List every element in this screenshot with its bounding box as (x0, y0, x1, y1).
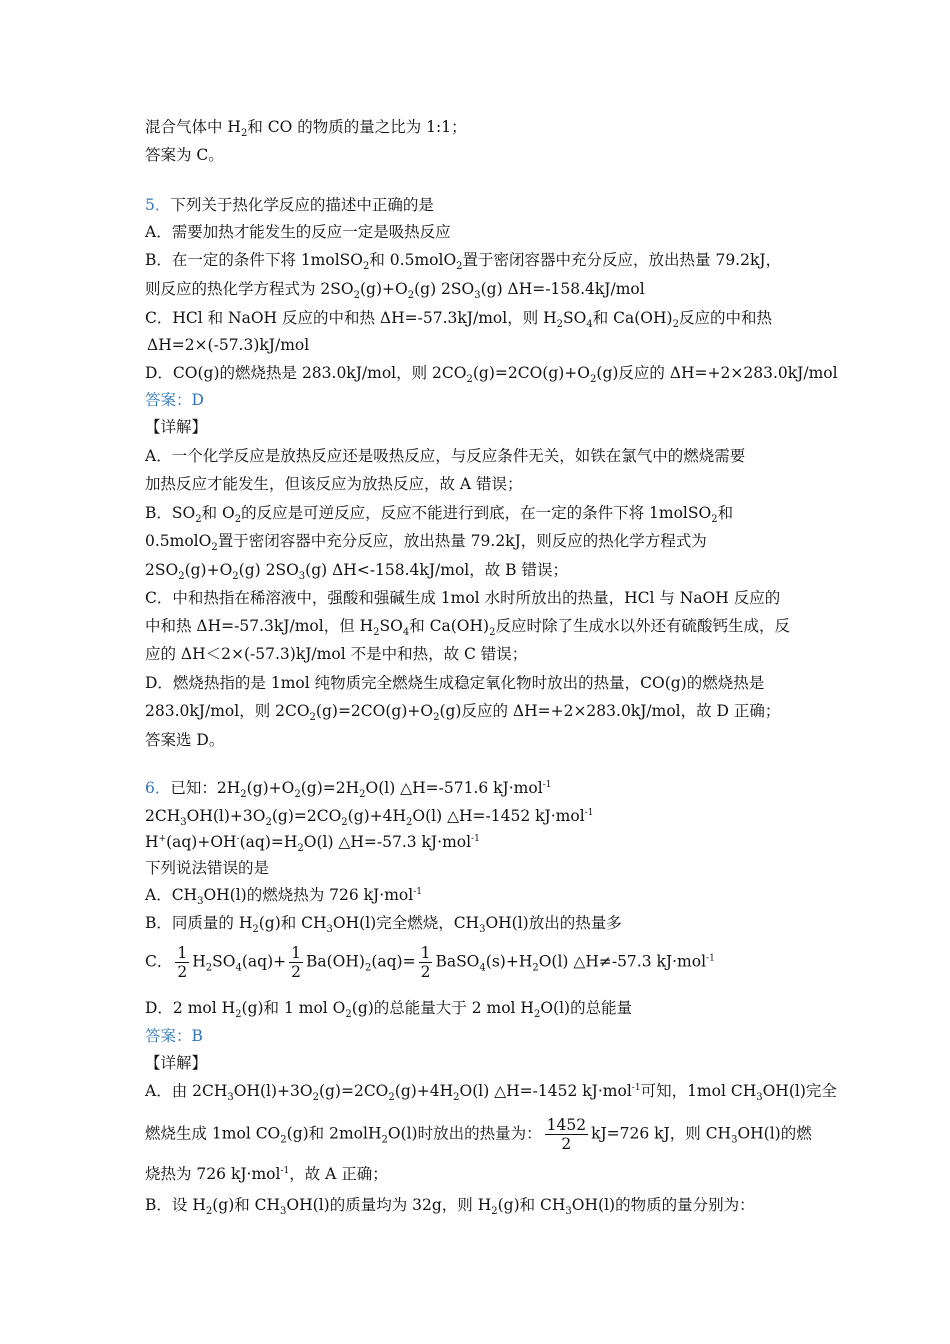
text: (g)=2H (300, 779, 360, 797)
subscript: 2 (234, 514, 242, 525)
text: 0.5molO (145, 532, 212, 550)
text: O(l) △H=-57.3 kJ·mol (303, 833, 472, 851)
text: (aq)+OH (166, 833, 237, 851)
text: SO (563, 309, 587, 327)
option-b (145, 249, 781, 271)
subscript: 3 (227, 1092, 234, 1103)
subscript: 3 (197, 896, 204, 907)
subscript: 2 (491, 1206, 498, 1217)
subscript: 2 (466, 374, 473, 385)
text: (g) ΔH<-158.4kJ/mol，故 B 错误； (305, 561, 568, 579)
subscript: 2 (532, 962, 539, 974)
text: 反应时除了生成水以外还有硫酸钙生成，反 (495, 617, 790, 635)
question-5-title (145, 194, 434, 216)
subscript: 2 (711, 514, 718, 525)
text: O(l) △H=-571.6 kJ·mol (365, 779, 543, 797)
text: A．一个化学反应是放热反应还是吸热反应，与反应条件无关，如铁在氯气中的燃烧需要 (145, 447, 746, 465)
text: A．需要加热才能发生的反应一定是吸热反应 (145, 223, 451, 241)
subscript: 2 (533, 1009, 541, 1020)
subscript: 2 (205, 1206, 213, 1217)
subscript: 2 (312, 1092, 319, 1103)
text: 答案选 D。 (145, 731, 225, 749)
subscript: 2 (489, 627, 496, 638)
text: B．同质量的 H (145, 914, 253, 932)
q6-option-b (145, 912, 622, 934)
subscript: 2 (433, 712, 440, 723)
denominator: 2 (420, 963, 431, 981)
subscript: 3 (298, 571, 306, 582)
subscript: 3 (731, 1134, 738, 1146)
text: 烧热为 726 kJ·mol (145, 1165, 281, 1183)
text: A．由 2CH (145, 1082, 228, 1100)
q6-explain-a (145, 1080, 837, 1102)
text: (g) ΔH=-158.4kJ/mol (480, 280, 645, 298)
question-6-line-1 (145, 777, 551, 799)
subscript: 2 (297, 843, 304, 854)
text: H (192, 952, 206, 971)
explain-c-cont (145, 615, 790, 637)
text: 反应的中和热 (678, 309, 772, 327)
text: B．设 H (145, 1196, 206, 1214)
text: 应的 ΔH＜2×(-57.3)kJ/mol 不是中和热，故 C 错误； (145, 645, 528, 663)
text: (g)+4H (347, 807, 407, 825)
text: (g)+O (360, 280, 408, 298)
fraction (175, 944, 189, 981)
text: OH(l)完全 (762, 1082, 837, 1100)
subscript: 3 (756, 1092, 763, 1103)
text: (g)和 CH (212, 1196, 281, 1214)
text: D．CO(g)的燃烧热是 283.0kJ/mol，则 2CO (145, 364, 467, 382)
text-line (145, 116, 467, 138)
text: C．中和热指在稀溶液中，强酸和强碱生成 1mol 水时所放出的热量，HCl 与 NaOH 反应的 (145, 589, 781, 607)
subscript: 2 (240, 128, 248, 139)
text: ，故 A 正确； (289, 1165, 388, 1183)
explain-c (145, 587, 780, 609)
text: (g)的总能量大于 2 mol H (351, 999, 534, 1017)
subscript: 3 (474, 290, 481, 301)
text: 和 CO 的物质的量之比为 1:1； (247, 118, 467, 136)
text: D．2 mol H (145, 999, 236, 1017)
text: C．HCl 和 NaOH 反应的中和热 ΔH=-57.3kJ/mol，则 H (145, 309, 557, 327)
text: D．燃烧热指的是 1mol 纯物质完全燃烧生成稳定氧化物时放出的热量，CO(g)的燃烧热是 (145, 674, 765, 692)
text: (g)反应的 ΔH=+2×283.0kJ/mol，故 D 正确； (439, 702, 781, 720)
denominator: 2 (291, 963, 301, 981)
text: OH(l)放出的热量多 (485, 914, 622, 932)
numerator: 1 (291, 944, 301, 962)
question-number: 5． (145, 196, 171, 214)
superscript: -1 (280, 1166, 290, 1176)
subscript: 2 (590, 374, 597, 385)
text: 和 0.5molO (369, 251, 457, 269)
subscript: 2 (556, 319, 564, 330)
text: OH(l)的燃 (737, 1124, 812, 1143)
text: (g)+O (246, 779, 295, 797)
subscript: 4 (402, 627, 410, 638)
superscript: -1 (631, 1083, 641, 1093)
text: 燃烧生成 1mol CO (145, 1124, 281, 1143)
text: 和 (717, 504, 734, 522)
explain-b-cont (145, 530, 707, 552)
subscript: 2 (364, 962, 372, 974)
text: 混合气体中 H (145, 118, 241, 136)
text: B．在一定的条件下将 1molSO (145, 251, 363, 269)
subscript: 2 (341, 817, 348, 828)
text: O(l) △H≠-57.3 kJ·mol (538, 952, 707, 971)
text: (g)反应的 ΔH=+2×283.0kJ/mol (596, 364, 838, 382)
q6-explain-a-end (145, 1163, 388, 1185)
text: 置于密闭容器中充分反应，放出热量 79.2kJ， (462, 251, 782, 269)
fraction (545, 1116, 588, 1153)
superscript: -1 (584, 808, 594, 818)
text: (g)+4H (394, 1082, 454, 1100)
explain-d (145, 672, 764, 694)
text: H (145, 833, 159, 851)
fraction (289, 944, 303, 981)
subscript: 2 (456, 261, 463, 272)
text: (g)=2CO(g)+O (472, 364, 591, 382)
subscript: 3 (565, 1206, 572, 1217)
answer: 答案：D (145, 391, 204, 409)
superscript: -1 (413, 887, 422, 897)
subscript: 2 (388, 1092, 395, 1103)
text: 和 O (201, 504, 235, 522)
text: 和 Ca(OH) (592, 309, 673, 327)
detail-heading (145, 1052, 207, 1074)
text: 【详解】 (145, 418, 208, 436)
text: SO (212, 952, 236, 971)
text: 可知，1mol CH (640, 1082, 757, 1100)
subscript: 2 (363, 261, 370, 272)
subscript: 4 (235, 962, 242, 974)
subscript: 2 (280, 1134, 287, 1146)
superscript: -1 (471, 834, 480, 844)
subscript: 2 (381, 1134, 388, 1146)
text: 【详解】 (145, 1054, 208, 1072)
text: kJ=726 kJ，则 CH (591, 1124, 732, 1143)
text: 2CH (145, 807, 181, 825)
text-line (145, 144, 224, 166)
text: 283.0kJ/mol，则 2CO (145, 702, 310, 720)
q6-explain-a-cont (145, 1116, 812, 1153)
conclusion (145, 729, 224, 751)
option-a (145, 221, 451, 243)
subscript: 2 (359, 789, 366, 800)
explain-a-cont (145, 473, 523, 495)
superscript: - (236, 834, 240, 844)
text: (g) 2SO (414, 280, 475, 298)
text: (g)=2CO (318, 1082, 389, 1100)
subscript: 3 (326, 924, 333, 935)
subscript: 2 (240, 789, 247, 800)
text: B．SO (145, 504, 196, 522)
q6-option-d (145, 997, 632, 1019)
explain-c-end (145, 643, 527, 665)
text: (g)=2CO (271, 807, 342, 825)
text: OH(l)+3O (186, 807, 266, 825)
subscript: 2 (195, 514, 202, 525)
text: (s)+H (485, 952, 533, 971)
subscript: 2 (353, 290, 360, 301)
text: BaSO (435, 952, 480, 971)
subscript: 2 (178, 571, 185, 582)
text: (aq)= (371, 952, 416, 971)
text: (g)和 CH (497, 1196, 566, 1214)
text: OH(l)的质量均为 32g，则 H (286, 1196, 492, 1214)
text: Ba(OH) (305, 952, 365, 971)
q6-option-a (145, 884, 422, 906)
text: 已知：2H (170, 779, 241, 797)
text: O(l) △H=-1452 kJ·mol (412, 807, 585, 825)
text: O(l)的总能量 (540, 999, 633, 1017)
answer: 答案：B (145, 1027, 203, 1045)
answer-line (145, 1025, 203, 1047)
subscript: 4 (586, 319, 593, 330)
subscript: 3 (280, 1206, 287, 1217)
text: OH(l)的燃烧热为 726 kJ·mol (203, 886, 414, 904)
superscript: + (158, 834, 167, 844)
text: 置于密闭容器中充分反应，放出热量 79.2kJ，则反应的热化学方程式为 (217, 532, 707, 550)
text: 的反应是可逆反应，反应不能进行到底，在一定的条件下将 1molSO (241, 504, 712, 522)
text: 和 Ca(OH) (409, 617, 490, 635)
numerator: 1452 (546, 1116, 587, 1134)
subscript: 2 (345, 1009, 352, 1020)
text: C． (145, 952, 173, 971)
subscript: 2 (205, 962, 213, 974)
text: (g) 2SO (238, 561, 299, 579)
text: (g)=2CO(g)+O (315, 702, 434, 720)
subscript: 2 (265, 817, 272, 828)
question-6-line-2 (145, 805, 593, 827)
subscript: 2 (235, 1009, 242, 1020)
question-6-line-3 (145, 831, 480, 853)
subscript: 2 (407, 290, 415, 301)
denominator: 2 (545, 1134, 588, 1153)
text: 加热反应才能发生，但该反应为放热反应，故 A 错误； (145, 475, 523, 493)
text: OH(l)完全燃烧，CH (332, 914, 480, 932)
superscript: -1 (706, 953, 715, 964)
option-c (145, 307, 772, 329)
explain-d-cont (145, 700, 780, 722)
explain-b (145, 502, 733, 524)
subscript: 2 (232, 571, 239, 582)
subscript: 2 (672, 319, 679, 330)
option-c-cont (147, 334, 309, 356)
option-b-equation (145, 278, 645, 300)
text: 答案为 C。 (145, 146, 224, 164)
question-text: 下列关于热化学反应的描述中正确的是 (170, 196, 434, 214)
subscript: 2 (294, 789, 301, 800)
text: (aq)+ (241, 952, 287, 971)
fraction (419, 944, 433, 981)
option-d (145, 362, 838, 384)
question-number: 6． (145, 779, 171, 797)
subscript: 2 (211, 542, 218, 553)
subscript: 2 (453, 1092, 460, 1103)
detail-heading (145, 416, 207, 438)
subscript: 4 (479, 962, 486, 974)
text: 中和热 ΔH=-57.3kJ/mol，但 H (145, 617, 374, 635)
explain-b-equation (145, 559, 568, 581)
text: 下列说法错误的是 (145, 859, 270, 877)
explain-a (145, 445, 745, 467)
text: (g)和 2molH (286, 1124, 382, 1143)
subscript: 3 (180, 817, 187, 828)
text: 则反应的热化学方程式为 2SO (145, 280, 354, 298)
subscript: 2 (309, 712, 316, 723)
denominator: 2 (177, 963, 188, 981)
answer-line (145, 389, 204, 411)
text: SO (379, 617, 403, 635)
text: OH(l)的物质的量分别为： (571, 1196, 755, 1214)
text: O(l) △H=-1452 kJ·mol (459, 1082, 632, 1100)
text: OH(l)+3O (233, 1082, 313, 1100)
text: O(l)时放出的热量为： (387, 1124, 542, 1143)
q6-explain-b (145, 1194, 755, 1216)
numerator: 1 (420, 944, 431, 962)
q6-option-c (145, 944, 715, 981)
question-6-prompt (145, 857, 269, 879)
text: ΔH=2×(-57.3)kJ/mol (147, 336, 310, 354)
text: (g)+O (184, 561, 233, 579)
text: (aq)=H (239, 833, 298, 851)
text: (g)和 1 mol O (241, 999, 346, 1017)
superscript: -1 (542, 780, 552, 790)
text: 2SO (145, 561, 179, 579)
subscript: 2 (406, 817, 413, 828)
text: A．CH (145, 886, 198, 904)
subscript: 2 (373, 627, 380, 638)
subscript: 3 (479, 924, 486, 935)
numerator: 1 (177, 944, 188, 962)
text: (g)和 CH (258, 914, 327, 932)
subscript: 2 (252, 924, 259, 935)
